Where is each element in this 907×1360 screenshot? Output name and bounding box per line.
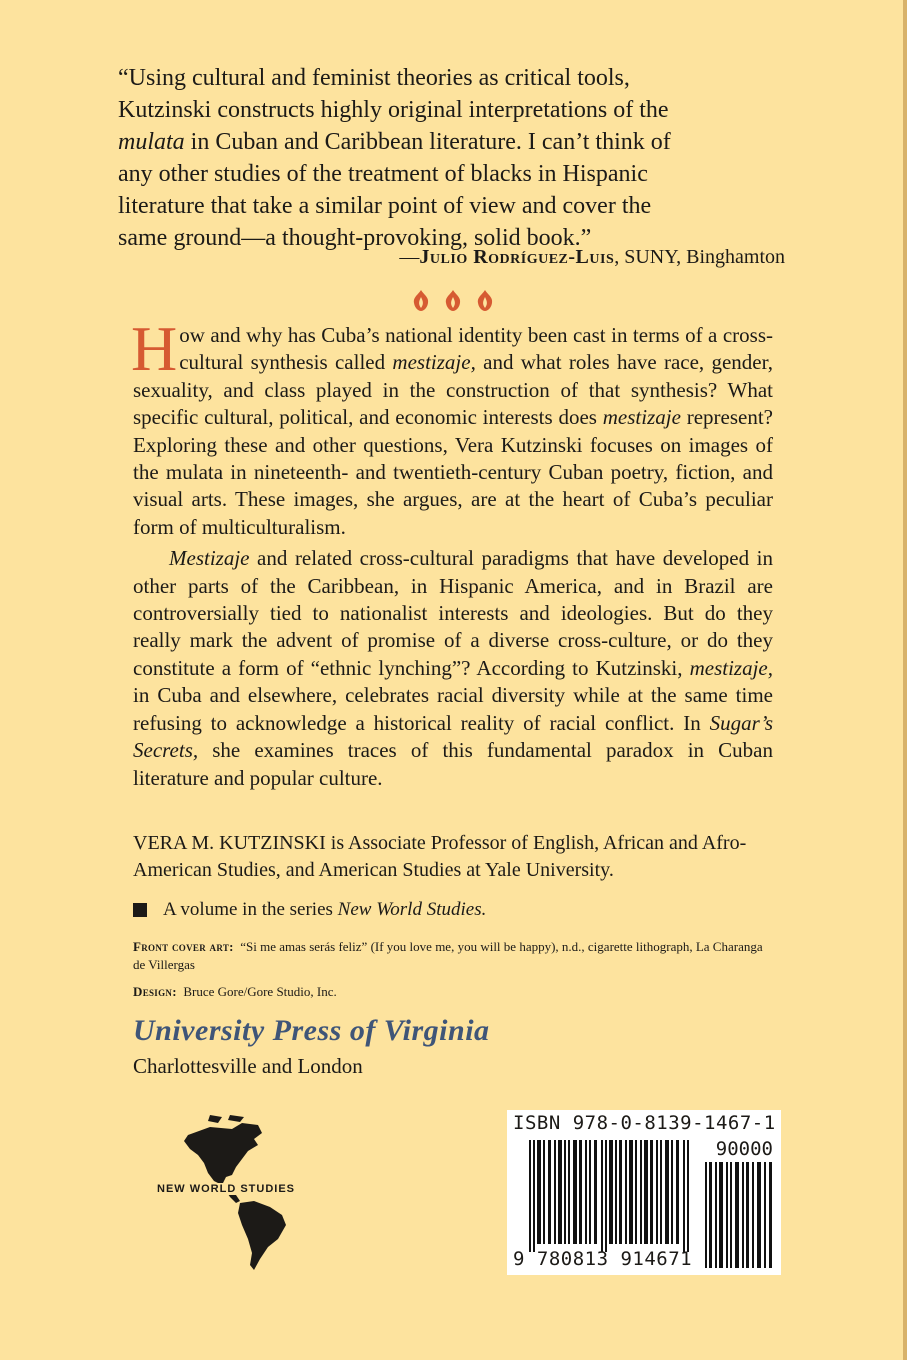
quote-emphasis: mulata (118, 129, 185, 155)
description-emphasis: Sugar’s Secrets, (133, 710, 773, 763)
cover-art-credit (133, 938, 773, 974)
blurb-quote (118, 62, 798, 254)
description-text: and related cross-cultural paradigms that have developed in other parts of the Caribbean, in Hispanic America, and in Brazil are controversially tied to nationalist interests and ideologies. But do they really mark the advent of promise of a diverse cross-culture, or do they constitute a form of “ethnic lynching”? According to Kutzinski, (133, 546, 773, 680)
publisher-city: Charlottesville and London (133, 1054, 363, 1078)
description-paragraph (133, 545, 773, 792)
quote-line: Kutzinski constructs highly original interpretations of the (118, 97, 669, 123)
barcode-digits: 9 780813 914671 (513, 1248, 693, 1270)
description-emphasis: Mestizaje (169, 546, 250, 571)
quote-line: any other studies of the treatment of blacks in Hispanic (118, 161, 648, 187)
quote-line: “Using cultural and feminist theories as critical tools, (118, 65, 630, 91)
main-barcode-bars (529, 1140, 689, 1252)
bullet-square-icon (133, 903, 147, 917)
book-description (131, 313, 774, 792)
description-text: ow and why has Cuba’s national identity been cast in terms of a cross-cultural synthesis called (179, 323, 773, 375)
credits (133, 938, 773, 1010)
quote-attribution (399, 243, 785, 271)
credit-label: Design: (133, 984, 177, 999)
attribution-name: Julio Rodríguez-Luis (419, 246, 615, 268)
description-text: and what roles have race, gender, sexuality, and class played in the construction of that synthesis? What specific cultural, political, and economic interests does (133, 350, 774, 430)
description-text: in Cuba and elsewhere, celebrates racial diversity while at the same time refusing to acknowledge a historical reality of racial conflict. In (133, 683, 773, 735)
credit-label: Front cover art: (133, 939, 234, 954)
attribution-affiliation: , SUNY, Binghamton (614, 246, 785, 268)
flame-icon (440, 287, 466, 313)
drop-cap: H (131, 313, 178, 384)
series-text: A volume in the series (163, 899, 333, 920)
series-note (133, 897, 486, 923)
description-text: represent? Exploring these and other questions, Vera Kutzinski focuses on images of the mulata in nineteenth- and twentieth-century Cuban poetry, fiction, and visual arts. These images, she argues, are at the heart of Cuba’s peculiar form of multiculturalism. (133, 405, 773, 539)
quote-text: in Cuban and Caribbean literature. I can’t think of (184, 129, 671, 155)
quote-line: same ground—a thought-provoking, solid book.” (118, 225, 592, 251)
isbn-barcode (507, 1110, 781, 1275)
isbn-text: ISBN 978-0-8139-1467-1 (513, 1112, 776, 1134)
design-credit (133, 983, 773, 1001)
publisher-name: University Press of Virginia (133, 1014, 490, 1047)
description-paragraph (131, 313, 774, 541)
description-emphasis: mestizaje (602, 405, 681, 430)
description-text: she examines traces of this fundamental paradox in Cuban literature and popular culture. (133, 738, 773, 790)
series-name: New World Studies. (337, 899, 487, 920)
flame-ornaments (408, 287, 500, 313)
addon-barcode-bars (705, 1162, 775, 1268)
map-caption: NEW WORLD STUDIES (157, 1183, 295, 1195)
credit-text: “Si me amas serás feliz” (If you love me, you will be happy), n.d., cigarette lithograph, La Charanga de Villergas (133, 939, 763, 972)
price-addon: 90000 (715, 1138, 773, 1160)
flame-icon (472, 287, 498, 313)
quote-line: literature that take a similar point of view and cover the (118, 193, 652, 219)
credit-text: Bruce Gore/Gore Studio, Inc. (183, 984, 337, 999)
page-edge (903, 0, 907, 1360)
flame-icon (408, 287, 434, 313)
quote-line (118, 126, 798, 158)
description-emphasis: mestizaje, (392, 350, 476, 375)
description-emphasis: mestizaje, (689, 655, 773, 680)
attribution-dash: — (399, 246, 420, 268)
author-bio: VERA M. KUTZINSKI is Associate Professor of English, African and Afro-American Studies, and American Studies at Yale University. (133, 832, 747, 881)
